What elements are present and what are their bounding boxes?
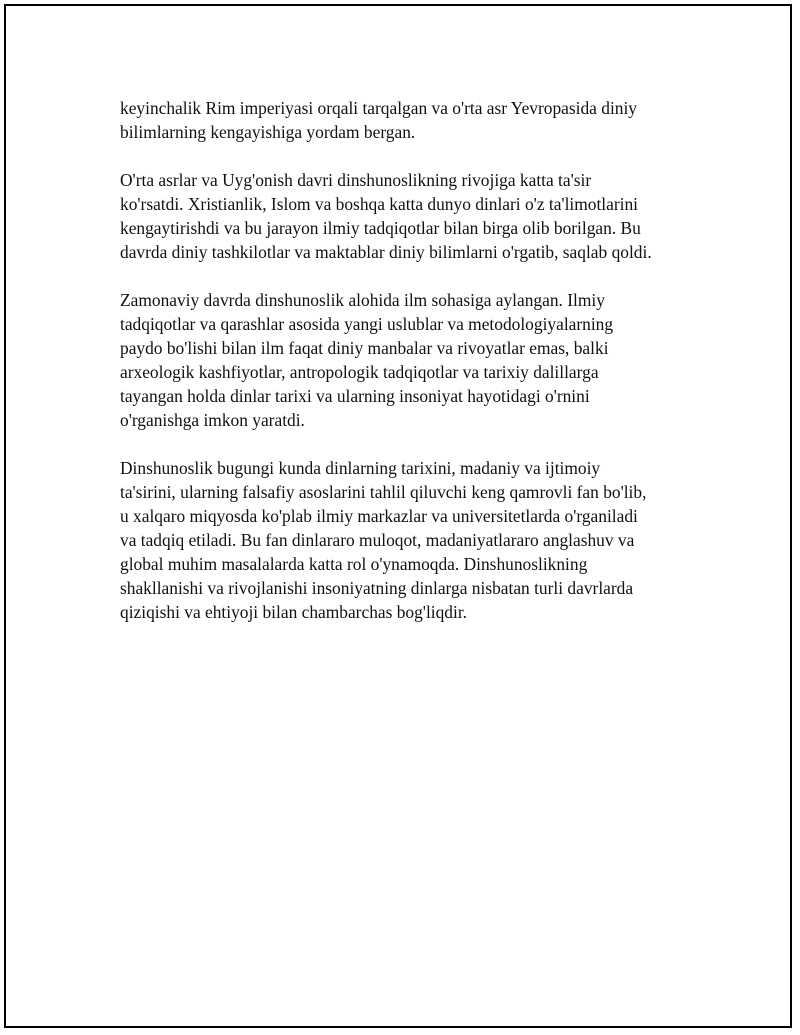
- text-line: ko'rsatdi. Xristianlik, Islom va boshqa katta dunyo dinlari o'z ta'limotlarini: [120, 194, 638, 214]
- text-line: arxeologik kashfiyotlar, antropologik tadqiqotlar va tarixiy dalillarga: [120, 362, 599, 382]
- paragraph-3: [120, 288, 700, 432]
- text-line: Zamonaviy davrda dinshunoslik alohida ilm sohasiga aylangan. Ilmiy: [120, 290, 605, 310]
- document-body: [120, 96, 700, 648]
- text-line: O'rta asrlar va Uyg'onish davri dinshunoslikning rivojiga katta ta'sir: [120, 170, 592, 190]
- text-line: Dinshunoslik bugungi kunda dinlarning tarixini, madaniy va ijtimoiy: [120, 458, 601, 478]
- text-line: paydo bo'lishi bilan ilm faqat diniy manbalar va rivoyatlar emas, balki: [120, 338, 609, 358]
- text-line: global muhim masalalarda katta rol o'ynamoqda. Dinshunoslikning: [120, 554, 588, 574]
- text-line: kengaytirishdi va bu jarayon ilmiy tadqiqotlar bilan birga olib borilgan. Bu: [120, 218, 641, 238]
- text-line: o'rganishga imkon yaratdi.: [120, 410, 305, 430]
- text-line: tayangan holda dinlar tarixi va ularning insoniyat hayotidagi o'rnini: [120, 386, 590, 406]
- text-line: shakllanishi va rivojlanishi insoniyatning dinlarga nisbatan turli davrlarda: [120, 578, 634, 598]
- paragraph-4: [120, 456, 700, 624]
- document-page: [4, 4, 792, 1028]
- text-line: tadqiqotlar va qarashlar asosida yangi uslublar va metodologiyalarning: [120, 314, 614, 334]
- text-line: ta'sirini, ularning falsafiy asoslarini tahlil qiluvchi keng qamrovli fan bo'lib,: [120, 482, 647, 502]
- text-line: qiziqishi va ehtiyoji bilan chambarchas bog'liqdir.: [120, 602, 468, 622]
- text-line: va tadqiq etiladi. Bu fan dinlararo muloqot, madaniyatlararo anglashuv va: [120, 530, 635, 550]
- paragraph-1: [120, 96, 700, 144]
- text-line: u xalqaro miqyosda ko'plab ilmiy markazlar va universitetlarda o'rganiladi: [120, 506, 638, 526]
- text-line: davrda diniy tashkilotlar va maktablar diniy bilimlarni o'rgatib, saqlab qoldi.: [120, 242, 652, 262]
- text-line: bilimlarning kengayishiga yordam bergan.: [120, 122, 416, 142]
- paragraph-2: [120, 168, 700, 264]
- text-line: keyinchalik Rim imperiyasi orqali tarqalgan va o'rta asr Yevropasida diniy: [120, 98, 637, 118]
